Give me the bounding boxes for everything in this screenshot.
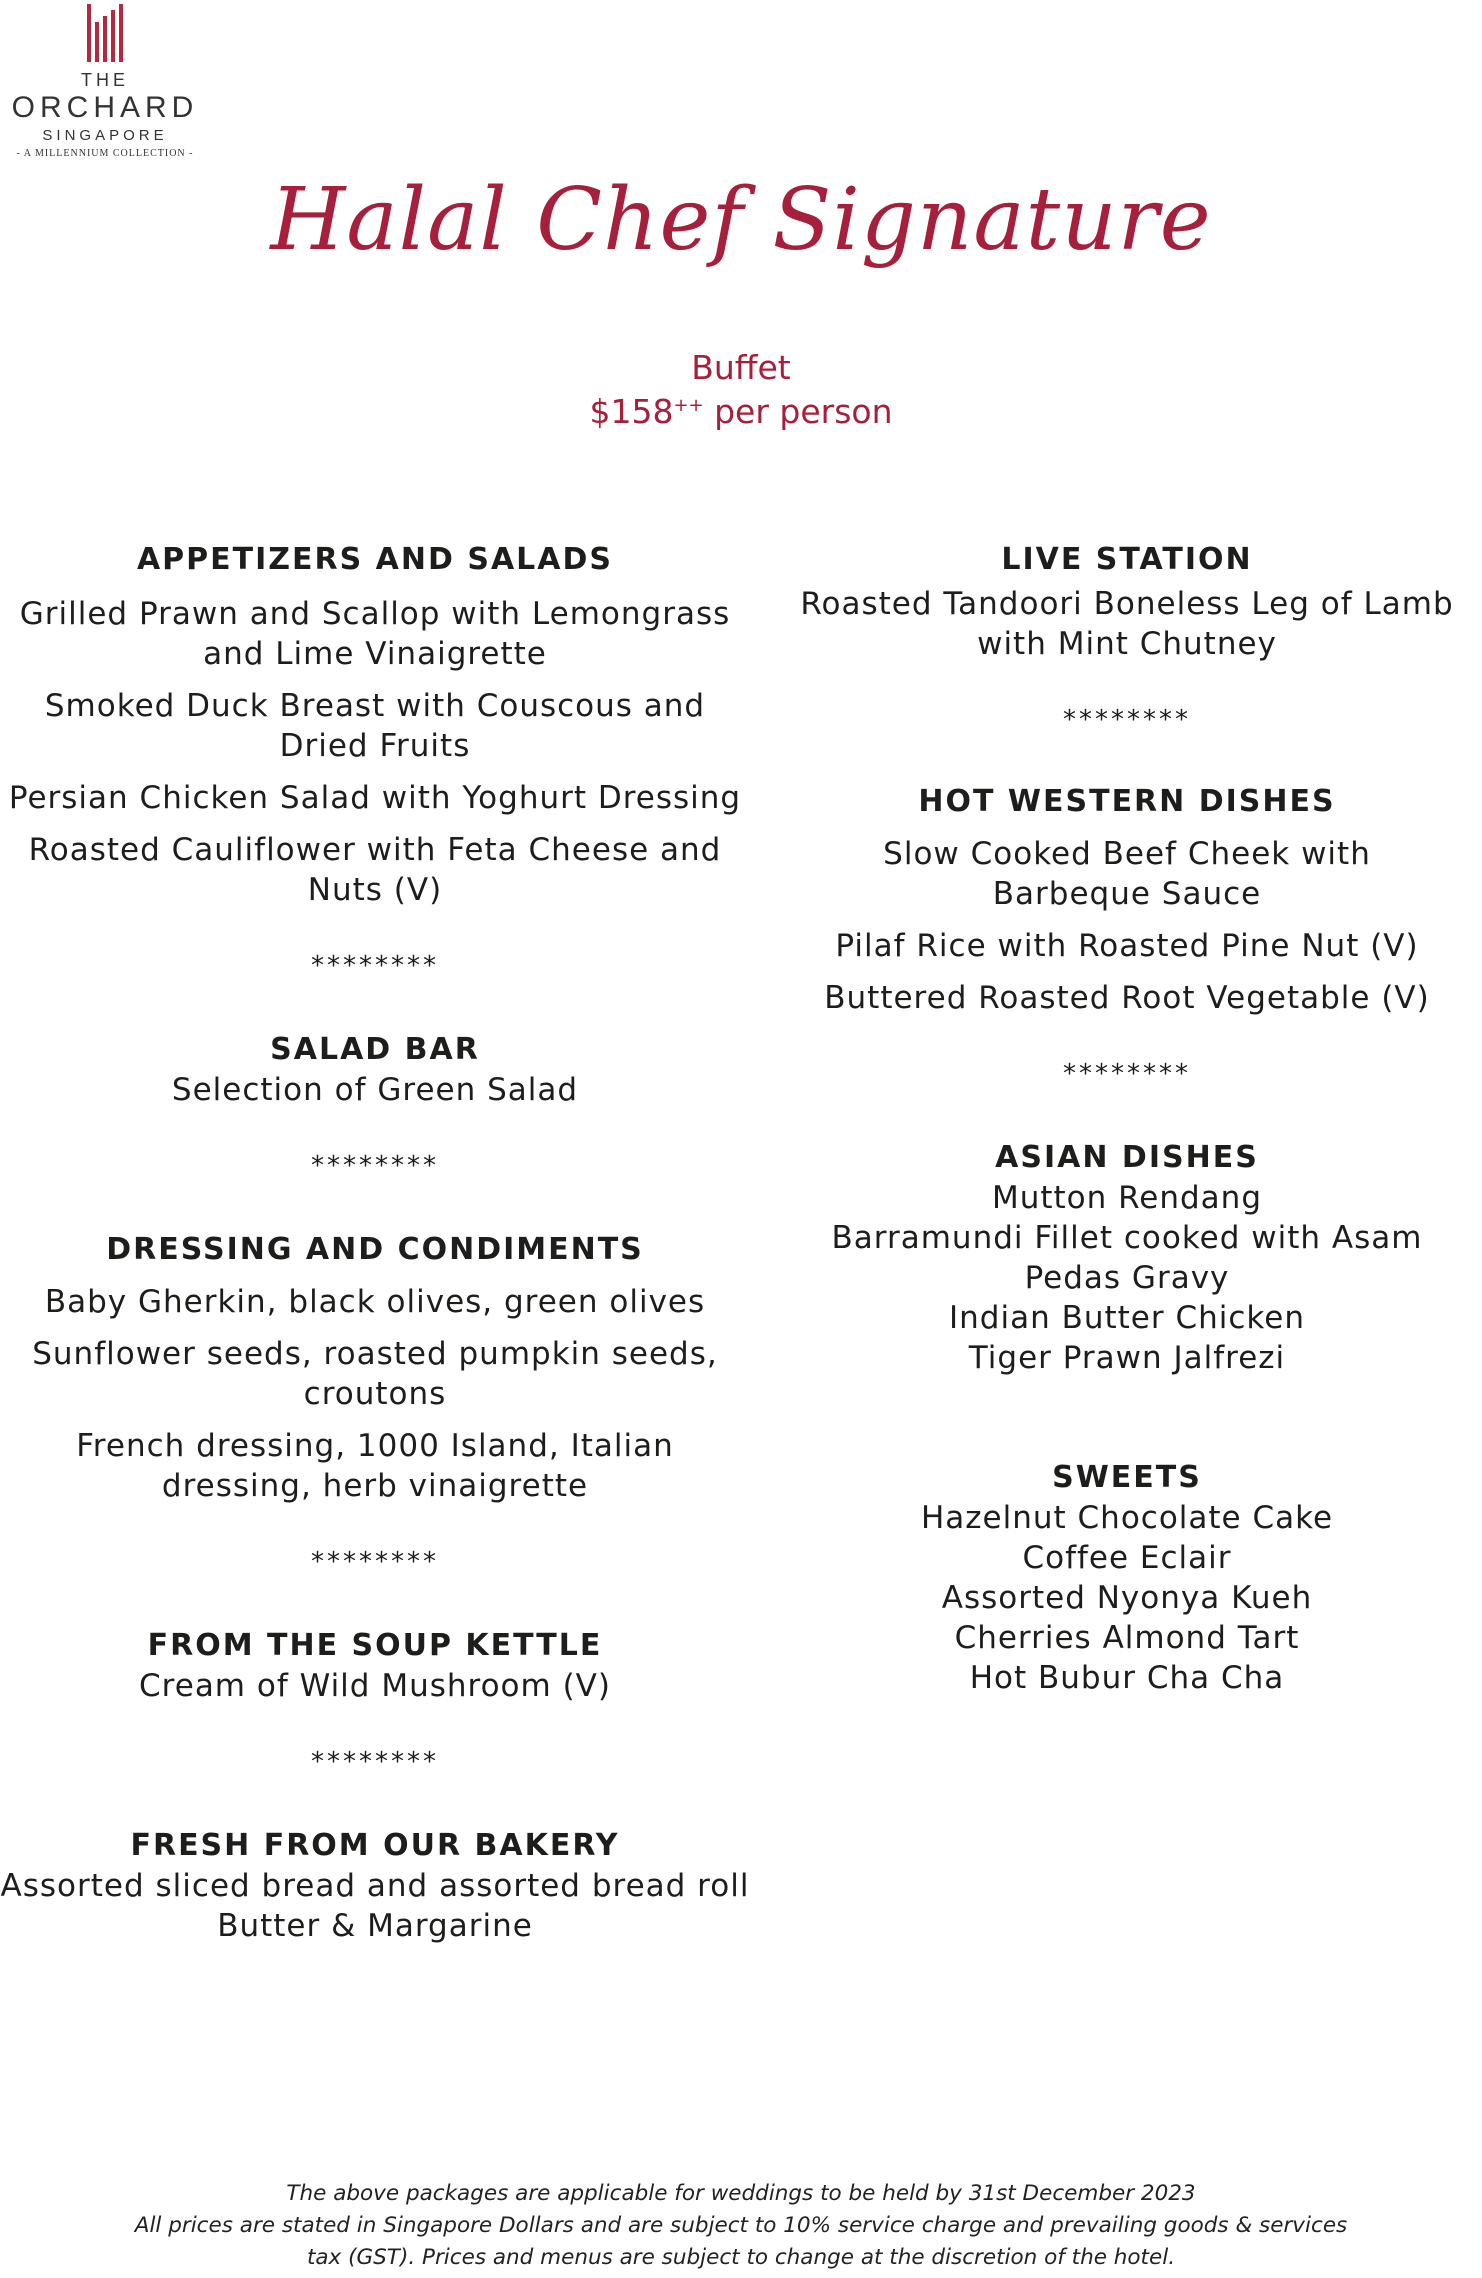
logo-city: SINGAPORE bbox=[42, 127, 168, 144]
menu-item: Cream of Wild Mushroom (V) bbox=[139, 1668, 611, 1704]
menu-item: Mutton Rendang bbox=[991, 1180, 1263, 1216]
menu-item: Coffee Eclair bbox=[1022, 1540, 1232, 1576]
menu-item: Smoked Duck Breast with Couscous and bbox=[44, 688, 706, 724]
menu-item: Roasted Cauliflower with Feta Cheese and bbox=[28, 832, 722, 868]
logo-the: THE bbox=[81, 70, 129, 90]
footer-line: tax (GST). Prices and menus are subject to change at the discretion of the hotel. bbox=[306, 2245, 1176, 2270]
menu-item: Tiger Prawn Jalfrezi bbox=[968, 1340, 1286, 1376]
section-title-soup: FROM THE SOUP KETTLE bbox=[147, 1628, 603, 1663]
left-column bbox=[0, 0, 750, 2100]
menu-item: Baby Gherkin, black olives, green olives bbox=[44, 1284, 706, 1320]
menu-item: Assorted sliced bread and assorted bread roll bbox=[0, 1868, 750, 1904]
logo-orchard: ORCHARD bbox=[11, 91, 199, 124]
menu-item: Sunflower seeds, roasted pumpkin seeds, bbox=[32, 1336, 718, 1372]
footer-notes bbox=[0, 2178, 1482, 2274]
menu-item: Persian Chicken Salad with Yoghurt Dressing bbox=[8, 780, 742, 816]
menu-item: Indian Butter Chicken bbox=[949, 1300, 1305, 1336]
section-title-live-station: LIVE STATION bbox=[1001, 542, 1253, 577]
menu-item: Butter & Margarine bbox=[217, 1908, 533, 1944]
separator: ******** bbox=[311, 1151, 439, 1181]
section-title-salad-bar: SALAD BAR bbox=[270, 1032, 480, 1067]
right-column bbox=[754, 0, 1482, 2100]
menu-item: Barramundi Fillet cooked with Asam bbox=[831, 1220, 1423, 1256]
separator: ******** bbox=[1063, 705, 1191, 735]
menu-item: Slow Cooked Beef Cheek with bbox=[883, 836, 1371, 872]
menu-item: Selection of Green Salad bbox=[171, 1072, 579, 1108]
menu-item: Cherries Almond Tart bbox=[954, 1620, 1300, 1656]
separator: ******** bbox=[311, 1547, 439, 1577]
menu-item: Barbeque Sauce bbox=[992, 876, 1262, 912]
separator: ******** bbox=[311, 1747, 439, 1777]
separator: ******** bbox=[311, 951, 439, 981]
menu-item: Pedas Gravy bbox=[1024, 1260, 1230, 1296]
menu-title: Halal Chef Signature bbox=[270, 170, 1212, 270]
menu-item: Grilled Prawn and Scallop with Lemongrass bbox=[19, 596, 731, 632]
section-title-dressing: DRESSING AND CONDIMENTS bbox=[106, 1232, 644, 1267]
price-sup: ++ bbox=[673, 395, 704, 416]
section-title-appetizers: APPETIZERS AND SALADS bbox=[136, 542, 614, 577]
menu-item: French dressing, 1000 Island, Italian bbox=[76, 1428, 674, 1464]
menu-item: Dried Fruits bbox=[279, 728, 471, 764]
menu-item: Assorted Nyonya Kueh bbox=[941, 1580, 1313, 1616]
separator: ******** bbox=[1063, 1059, 1191, 1089]
menu-item: croutons bbox=[303, 1376, 447, 1412]
menu-item: Pilaf Rice with Roasted Pine Nut (V) bbox=[835, 928, 1419, 964]
buffet-label: Buffet bbox=[691, 348, 791, 387]
section-title-western: HOT WESTERN DISHES bbox=[918, 784, 1336, 819]
section-title-asian: ASIAN DISHES bbox=[995, 1140, 1259, 1175]
footer-line: All prices are stated in Singapore Dollars and are subject to 10% service charge and prevailing goods & services bbox=[134, 2213, 1348, 2238]
menu-item: Buttered Roasted Root Vegetable (V) bbox=[824, 980, 1430, 1016]
menu-item: Roasted Tandoori Boneless Leg of Lamb bbox=[800, 586, 1454, 622]
footer-line: The above packages are applicable for weddings to be held by 31st December 2023 bbox=[286, 2181, 1196, 2206]
price-suffix: per person bbox=[703, 392, 893, 431]
menu-item: Hot Bubur Cha Cha bbox=[969, 1660, 1285, 1696]
logo-collection: - A MILLENNIUM COLLECTION - bbox=[16, 148, 194, 159]
menu-item: Nuts (V) bbox=[307, 872, 443, 908]
section-title-bakery: FRESH FROM OUR BAKERY bbox=[130, 1828, 620, 1863]
section-title-sweets: SWEETS bbox=[1052, 1460, 1202, 1495]
menu-item: dressing, herb vinaigrette bbox=[161, 1468, 589, 1504]
menu-item: Hazelnut Chocolate Cake bbox=[920, 1500, 1334, 1536]
price: $158 bbox=[589, 392, 674, 431]
menu-item: and Lime Vinaigrette bbox=[203, 636, 547, 672]
menu-item: with Mint Chutney bbox=[977, 626, 1277, 662]
